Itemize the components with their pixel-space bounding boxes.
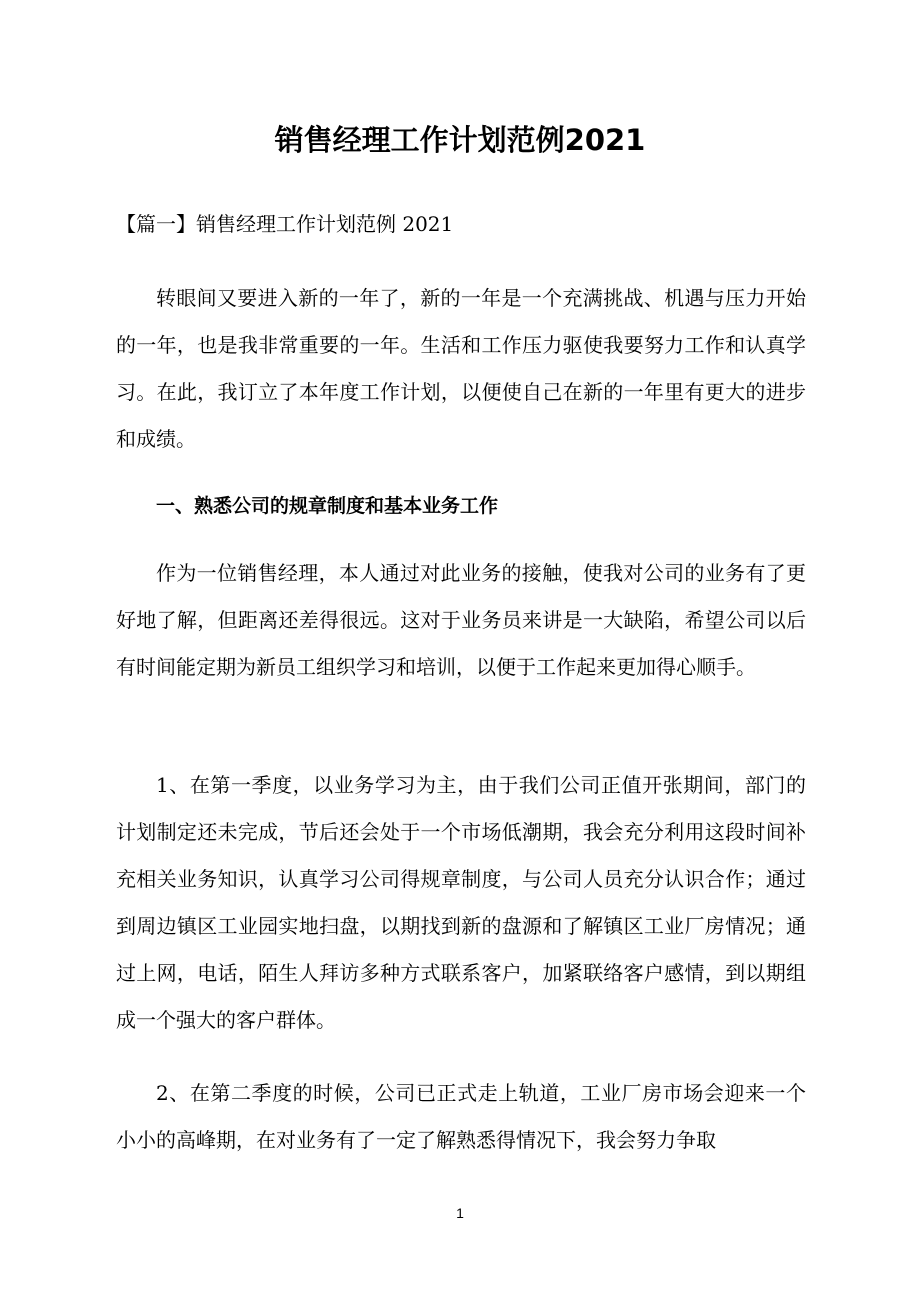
section-paragraph: 作为一位销售经理，本人通过对此业务的接触，使我对公司的业务有了更好地了解，但距离还差得很远。这对于业务员来讲是一大缺陷，希望公司以后有时间能定期为新员工组织学习和培训，以便于工作起来更加得心顺手。 (116, 561, 806, 679)
list-item: 2、在第二季度的时候，公司已正式走上轨道，工业厂房市场会迎来一个小小的高峰期，在对业务有了一定了解熟悉得情况下，我会努力争取 (116, 1081, 806, 1152)
intro-paragraph: 转眼间又要进入新的一年了，新的一年是一个充满挑战、机遇与压力开始的一年，也是我非常重要的一年。生活和工作压力驱使我要努力工作和认真学习。在此，我订立了本年度工作计划，以便使自己在新的一年里有更大的进步和成绩。 (116, 286, 806, 451)
section-heading: 一、熟悉公司的规章制度和基本业务工作 (156, 495, 499, 517)
page-number: 1 (456, 1205, 464, 1221)
list-item: 1、在第一季度，以业务学习为主，由于我们公司正值开张期间，部门的计划制定还未完成，节后还会处于一个市场低潮期，我会充分利用这段时间补充相关业务知识，认真学习公司得规章制度，与公司人员充分认识合作；通过到周边镇区工业园实地扫盘，以期找到新的盘源和了解镇区工业厂房情况；通过上网，电话，陌生人拜访多种方式联系客户，加紧联络客户感情，到以期组成一个强大的客户群体。 (116, 773, 806, 1032)
article-subtitle: 【篇一】销售经理工作计划范例 2021 (116, 212, 454, 236)
page-title: 销售经理工作计划范例2021 (274, 123, 646, 157)
